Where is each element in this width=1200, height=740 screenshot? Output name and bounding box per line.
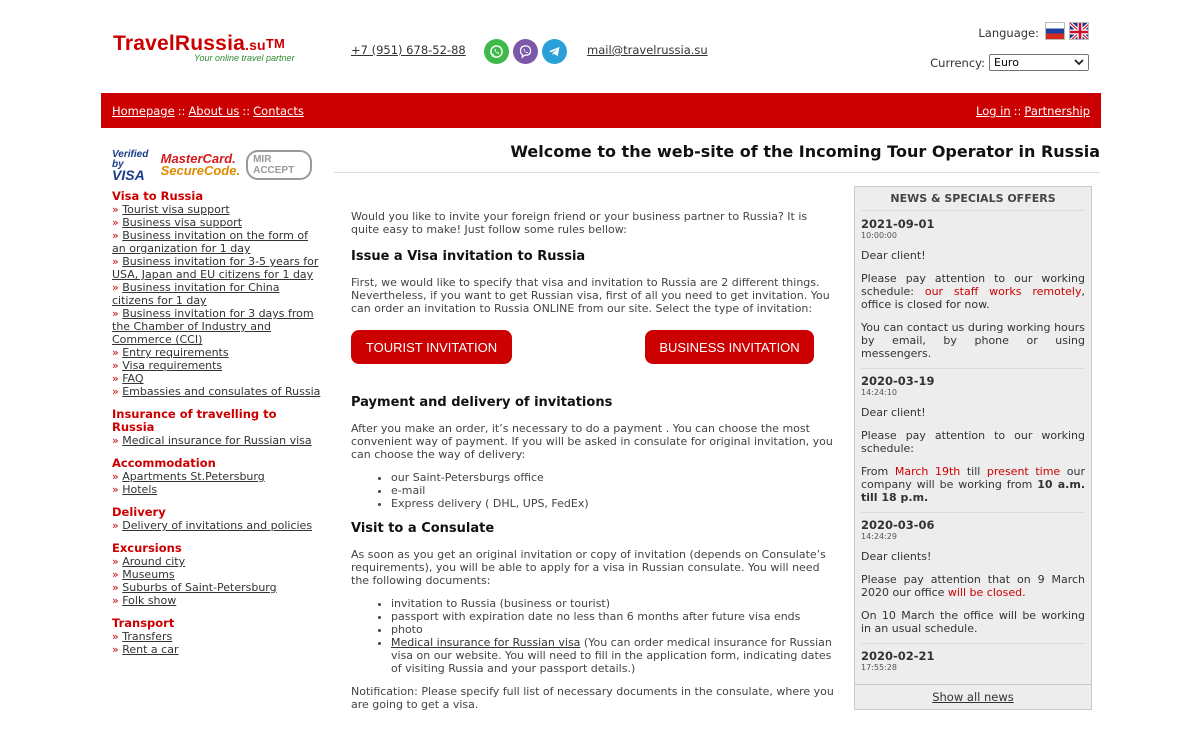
verified-by-visa-logo: Verified by VISA — [112, 149, 149, 183]
news-time: 14:24:29 — [861, 532, 897, 541]
insurance-link[interactable]: Medical insurance for Russian visa — [391, 636, 581, 649]
sidebar-link[interactable]: Business invitation for China citizens for 1 day — [112, 281, 280, 307]
sidebar-link[interactable]: Embassies and consulates of Russia — [122, 385, 321, 398]
news-footer — [855, 684, 1091, 709]
news-date: 2020-03-19 — [861, 374, 935, 388]
sidebar-link[interactable]: Tourist visa support — [122, 203, 230, 216]
sidebar-link[interactable]: Business invitation on the form of an organization for 1 day — [112, 229, 308, 255]
sidebar-link[interactable]: Business invitation for 3-5 years for USA, Japan and EU citizens for 1 day — [112, 255, 319, 281]
sidebar-item — [112, 307, 322, 346]
bullet-icon: » — [112, 519, 119, 532]
notification-text: Notification: Please specify full list of necessary documents in the consulate, where you are going to get a visa. — [351, 685, 834, 711]
list-item: • our Saint-Petersburgs office — [391, 471, 837, 484]
main-navbar — [101, 93, 1101, 128]
insurance-note: (You can order medical insurance for Russian visa on our website. You will need to fill in the application form, indicating dates of visiting Russia and your passport details.) — [391, 636, 832, 675]
bullet-icon: » — [112, 581, 119, 594]
bullet-icon: » — [112, 385, 119, 398]
sidebar-item — [112, 568, 322, 581]
bullet-icon: » — [112, 594, 119, 607]
sidebar-item — [112, 434, 322, 447]
payment-logos — [112, 149, 312, 183]
logo-text: TravelRussia.su™ — [113, 32, 285, 55]
sidebar-item — [112, 229, 322, 255]
list-item — [391, 636, 837, 675]
sidebar-link[interactable]: Business visa support — [122, 216, 243, 229]
news-item[interactable] — [861, 513, 1085, 644]
whatsapp-icon[interactable] — [484, 39, 509, 64]
main-content — [351, 210, 837, 315]
bullet-icon: » — [112, 255, 119, 268]
flag-ru-icon[interactable] — [1045, 22, 1065, 40]
nav-separator: :: — [1013, 104, 1022, 118]
sidebar-section-transport[interactable]: Transport — [112, 616, 175, 630]
nav-left — [112, 104, 304, 118]
sidebar-section-insurance[interactable]: Insurance of travelling to Russia — [112, 407, 277, 434]
sidebar-item — [112, 281, 322, 307]
logo-tagline: Your online travel partner — [194, 53, 295, 63]
documents-list — [351, 597, 837, 675]
news-text: Dear clients! — [861, 550, 932, 563]
sidebar-item — [112, 216, 322, 229]
bullet-icon: » — [112, 229, 119, 242]
bullet-icon: » — [112, 483, 119, 496]
select-arrow-icon — [1074, 59, 1084, 66]
sidebar-insurance-list — [112, 434, 322, 447]
sidebar-item — [112, 359, 322, 372]
sidebar-item — [112, 519, 322, 532]
bullet-icon: » — [112, 307, 119, 320]
news-text: From March 19th till present time our company will be working from 10 a.m. till 18 p.m. — [861, 465, 1085, 504]
bullet-icon: » — [112, 359, 119, 372]
nav-separator: :: — [242, 104, 251, 118]
site-logo[interactable] — [113, 32, 295, 63]
bullet-icon: » — [112, 568, 119, 581]
bullet-icon: » — [112, 203, 119, 216]
sidebar-link[interactable]: Rent a car — [122, 643, 179, 656]
bullet-icon: » — [112, 555, 119, 568]
news-list — [861, 212, 1085, 684]
telegram-icon[interactable] — [542, 39, 567, 64]
nav-login[interactable]: Log in — [975, 104, 1011, 118]
intro-text: Would you like to invite your foreign friend or your business partner to Russia? It is quite easy to make! Just follow some rules bellow: — [351, 210, 808, 236]
consulate-heading: Visit to a Consulate — [351, 521, 495, 536]
phone-link[interactable]: +7 (951) 678-52-88 — [351, 43, 466, 57]
sidebar-item — [112, 203, 322, 216]
nav-separator: :: — [177, 104, 186, 118]
news-date: 2020-03-06 — [861, 518, 935, 532]
news-date: 2021-09-01 — [861, 217, 935, 231]
sidebar-link[interactable]: Visa requirements — [122, 359, 223, 372]
news-time: 10:00:00 — [861, 231, 897, 240]
sidebar-item — [112, 643, 322, 656]
news-panel — [854, 186, 1092, 710]
viber-icon[interactable] — [513, 39, 538, 64]
issue-heading: Issue a Visa invitation to Russia — [351, 249, 586, 264]
news-text: Dear client! — [861, 406, 926, 419]
sidebar-delivery-list — [112, 519, 322, 532]
mir-accept-logo: MIR ACCEPT — [246, 150, 312, 180]
sidebar-item — [112, 470, 322, 483]
sidebar-item — [112, 346, 322, 359]
sidebar-link[interactable]: Delivery of invitations and policies — [122, 519, 313, 532]
issue-text: First, we would like to specify that visa and invitation to Russia are 2 different things. Nevertheless, if you want to get Russian visa, first of all you need to get invitation. You can order an invitation to Russia ONLINE from our site. Select the type of invitation: — [351, 276, 830, 315]
tourist-invitation-button[interactable]: TOURIST INVITATION — [351, 330, 512, 364]
nav-homepage[interactable]: Homepage — [112, 104, 175, 118]
currency-select[interactable] — [989, 54, 1089, 71]
sidebar-link[interactable]: Transfers — [122, 630, 173, 643]
sidebar-item — [112, 255, 322, 281]
delivery-options-list — [351, 471, 837, 510]
business-invitation-button[interactable]: BUSINESS INVITATION — [645, 330, 814, 364]
page-title: Welcome to the web-site of the Incoming Tour Operator in Russia — [510, 142, 1100, 161]
flag-en-icon[interactable] — [1069, 22, 1089, 40]
payment-heading: Payment and delivery of invitations — [351, 395, 613, 410]
sidebar-item — [112, 630, 322, 643]
consulate-text: As soon as you get an original invitation or copy of invitation (depends on Consulate’s requirements), you will be able to apply for a visa in Russian consulate. You will need the following documents: — [351, 548, 826, 587]
news-text: On 10 March the office will be working in an usual schedule. — [861, 609, 1085, 635]
sidebar-link[interactable]: Folk show — [122, 594, 177, 607]
language-switcher — [978, 22, 1089, 40]
email-link[interactable]: mail@travelrussia.su — [587, 43, 708, 57]
sidebar-link[interactable]: Hotels — [122, 483, 158, 496]
currency-switcher — [930, 54, 1089, 71]
sidebar-menu — [112, 190, 322, 656]
main-content-lower — [351, 396, 837, 711]
bullet-icon: » — [112, 346, 119, 359]
sidebar-item — [112, 594, 322, 607]
nav-about-us[interactable]: About us — [188, 104, 240, 118]
sidebar-link[interactable]: FAQ — [122, 372, 144, 385]
news-text: You can contact us during working hours by email, by phone or using messengers. — [861, 321, 1085, 360]
bullet-icon: » — [112, 434, 119, 447]
sidebar-link[interactable]: Around city — [122, 555, 186, 568]
bullet-icon: » — [112, 216, 119, 229]
sidebar-link[interactable]: Business invitation for 3 days from the Chamber of Industry and Commerce (CCI) — [112, 307, 314, 346]
mastercard-securecode-logo: MasterCard. SecureCode. — [160, 151, 241, 178]
sidebar-transport-list — [112, 630, 322, 656]
list-item: • e-mail — [391, 484, 837, 497]
messenger-links — [484, 39, 567, 64]
sidebar-link[interactable]: Entry requirements — [122, 346, 229, 359]
news-date: 2020-02-21 — [861, 649, 935, 663]
list-item: • passport with expiration date no less than 6 months after future visa ends — [391, 610, 837, 623]
sidebar-section-excursions[interactable]: Excursions — [112, 541, 182, 555]
bullet-icon: » — [112, 372, 119, 385]
news-text: Please pay attention to our working schedule: — [861, 429, 1085, 455]
news-item[interactable] — [861, 644, 1085, 684]
currency-label: Currency: — [930, 55, 985, 70]
sidebar-item — [112, 385, 322, 398]
currency-value: Euro — [994, 56, 1019, 69]
list-item: • invitation to Russia (business or tourist) — [391, 597, 837, 610]
sidebar-accommodation-list — [112, 470, 322, 496]
sidebar-item — [112, 483, 322, 496]
news-text: Please pay attention to our working schedule: our staff works remotely, office is closed for now. — [861, 272, 1085, 311]
sidebar-section-accommodation[interactable]: Accommodation — [112, 456, 216, 470]
news-text: Dear client! — [861, 249, 926, 262]
nav-right — [976, 104, 1090, 118]
sidebar-visa-list — [112, 203, 322, 398]
sidebar-item — [112, 581, 322, 594]
title-divider — [334, 172, 1100, 173]
sidebar-link[interactable]: Museums — [122, 568, 175, 581]
list-item: • Express delivery ( DHL, UPS, FedEx) — [391, 497, 837, 510]
nav-partnership[interactable]: Partnership — [1024, 104, 1090, 118]
news-time: 17:55:28 — [861, 663, 897, 672]
sidebar-link[interactable]: Apartments St.Petersburg — [122, 470, 265, 483]
sidebar-section-visa[interactable]: Visa to Russia — [112, 189, 204, 203]
news-item[interactable] — [861, 369, 1085, 513]
news-time: 14:24:10 — [861, 388, 897, 397]
nav-contacts[interactable]: Contacts — [253, 104, 304, 118]
sidebar-item — [112, 372, 322, 385]
bullet-icon: » — [112, 281, 119, 294]
sidebar-section-delivery[interactable]: Delivery — [112, 505, 166, 519]
sidebar-link[interactable]: Suburbs of Saint-Petersburg — [122, 581, 277, 594]
language-label: Language: — [978, 26, 1039, 40]
list-item: • photo — [391, 623, 837, 636]
sidebar-link[interactable]: Medical insurance for Russian visa — [122, 434, 312, 447]
news-title: NEWS & SPECIALS OFFERS — [861, 187, 1085, 211]
sidebar-excursions-list — [112, 555, 322, 607]
bullet-icon: » — [112, 630, 119, 643]
news-text: Please pay attention that on 9 March 2020 our office will be closed. — [861, 573, 1085, 599]
show-all-news-link[interactable]: Show all news — [932, 690, 1014, 704]
bullet-icon: » — [112, 470, 119, 483]
news-item[interactable] — [861, 212, 1085, 369]
payment-text: After you make an order, it’s necessary to do a payment . You can choose the most convenient way of payment. If you will be asked in consulate for original invitation, you can choose the way of delivery: — [351, 422, 833, 461]
bullet-icon: » — [112, 643, 119, 656]
sidebar-item — [112, 555, 322, 568]
